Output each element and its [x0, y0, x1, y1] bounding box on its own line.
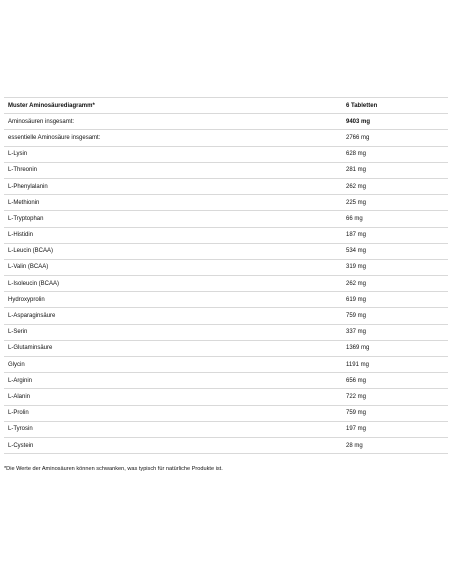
amino-acid-amount: 2766 mg [346, 134, 370, 141]
table-row [4, 341, 448, 357]
table-row [4, 147, 448, 163]
table-row [4, 357, 448, 373]
amino-acid-amount: 759 mg [346, 410, 367, 417]
amino-acid-name: L-Leucin (BCAA) [8, 248, 54, 255]
amino-acid-name: essentielle Aminosäure insgesamt: [8, 134, 101, 141]
amino-acid-name: L-Alanin [8, 393, 31, 400]
amino-acid-amount: 534 mg [346, 248, 367, 255]
amino-acid-name: L-Cystein [8, 442, 34, 449]
amino-acid-name: L-Isoleucin (BCAA) [8, 280, 60, 287]
amino-acid-amount: 319 mg [346, 264, 367, 271]
table-row [4, 228, 448, 244]
table-row [4, 438, 448, 454]
table-total-row [4, 114, 448, 130]
table-row [4, 211, 448, 227]
amino-acid-name: L-Histidin [8, 232, 34, 239]
amino-acid-amount: 759 mg [346, 313, 367, 320]
total-value-cell: 9403 mg [346, 118, 371, 125]
header-value-cell: 6 Tabletten [346, 102, 378, 109]
amino-acid-name: L-Arginin [8, 377, 33, 384]
table-row [4, 373, 448, 389]
table-header-row [4, 98, 448, 114]
table-row [4, 244, 448, 260]
amino-acid-amount: 1191 mg [346, 361, 369, 368]
amino-acid-amount: 262 mg [346, 183, 367, 190]
table-row [4, 179, 448, 195]
amino-acid-table [4, 97, 448, 454]
amino-acid-amount: 187 mg [346, 232, 367, 239]
footnote: *Die Werte der Aminosäuren können schwanken, was typisch für natürliche Produkte ist. [4, 466, 223, 472]
amino-acid-amount: 197 mg [346, 426, 367, 433]
amino-acid-name: L-Serin [8, 329, 28, 336]
header-name-cell: Muster Aminosäurediagramm* [8, 102, 95, 109]
amino-acid-name: L-Asparaginsäure [8, 313, 56, 320]
table-row [4, 422, 448, 438]
table-row [4, 325, 448, 341]
amino-acid-name: L-Prolin [8, 410, 29, 417]
amino-acid-name: L-Glutaminsäure [8, 345, 53, 352]
amino-acid-name: L-Threonin [8, 167, 38, 174]
amino-acid-amount: 1369 mg [346, 345, 370, 352]
amino-acid-name: L-Valin (BCAA) [8, 264, 49, 271]
table-row [4, 389, 448, 405]
amino-acid-name: L-Phenylalanin [8, 183, 48, 190]
amino-acid-amount: 262 mg [346, 280, 367, 287]
table-row [4, 130, 448, 146]
table-body [4, 130, 448, 454]
table-row [4, 195, 448, 211]
amino-acid-amount: 619 mg [346, 296, 367, 303]
amino-acid-amount: 628 mg [346, 151, 367, 158]
table-row [4, 163, 448, 179]
amino-acid-amount: 66 mg [346, 215, 363, 222]
table-row [4, 292, 448, 308]
amino-acid-name: Glycin [8, 361, 25, 368]
amino-acid-amount: 656 mg [346, 377, 367, 384]
amino-acid-amount: 281 mg [346, 167, 367, 174]
amino-acid-name: L-Tryptophan [8, 215, 44, 222]
table-row [4, 406, 448, 422]
amino-acid-amount: 722 mg [346, 393, 367, 400]
table-row [4, 276, 448, 292]
amino-acid-amount: 337 mg [346, 329, 367, 336]
amino-acid-amount: 28 mg [346, 442, 363, 449]
amino-acid-name: L-Tyrosin [8, 426, 33, 433]
total-name-cell: Aminosäuren insgesamt: [8, 118, 75, 125]
table-row [4, 308, 448, 324]
amino-acid-name: Hydroxyprolin [8, 296, 45, 303]
amino-acid-name: L-Lysin [8, 151, 28, 158]
amino-acid-amount: 225 mg [346, 199, 367, 206]
amino-acid-name: L-Methionin [8, 199, 40, 206]
table-row [4, 260, 448, 276]
